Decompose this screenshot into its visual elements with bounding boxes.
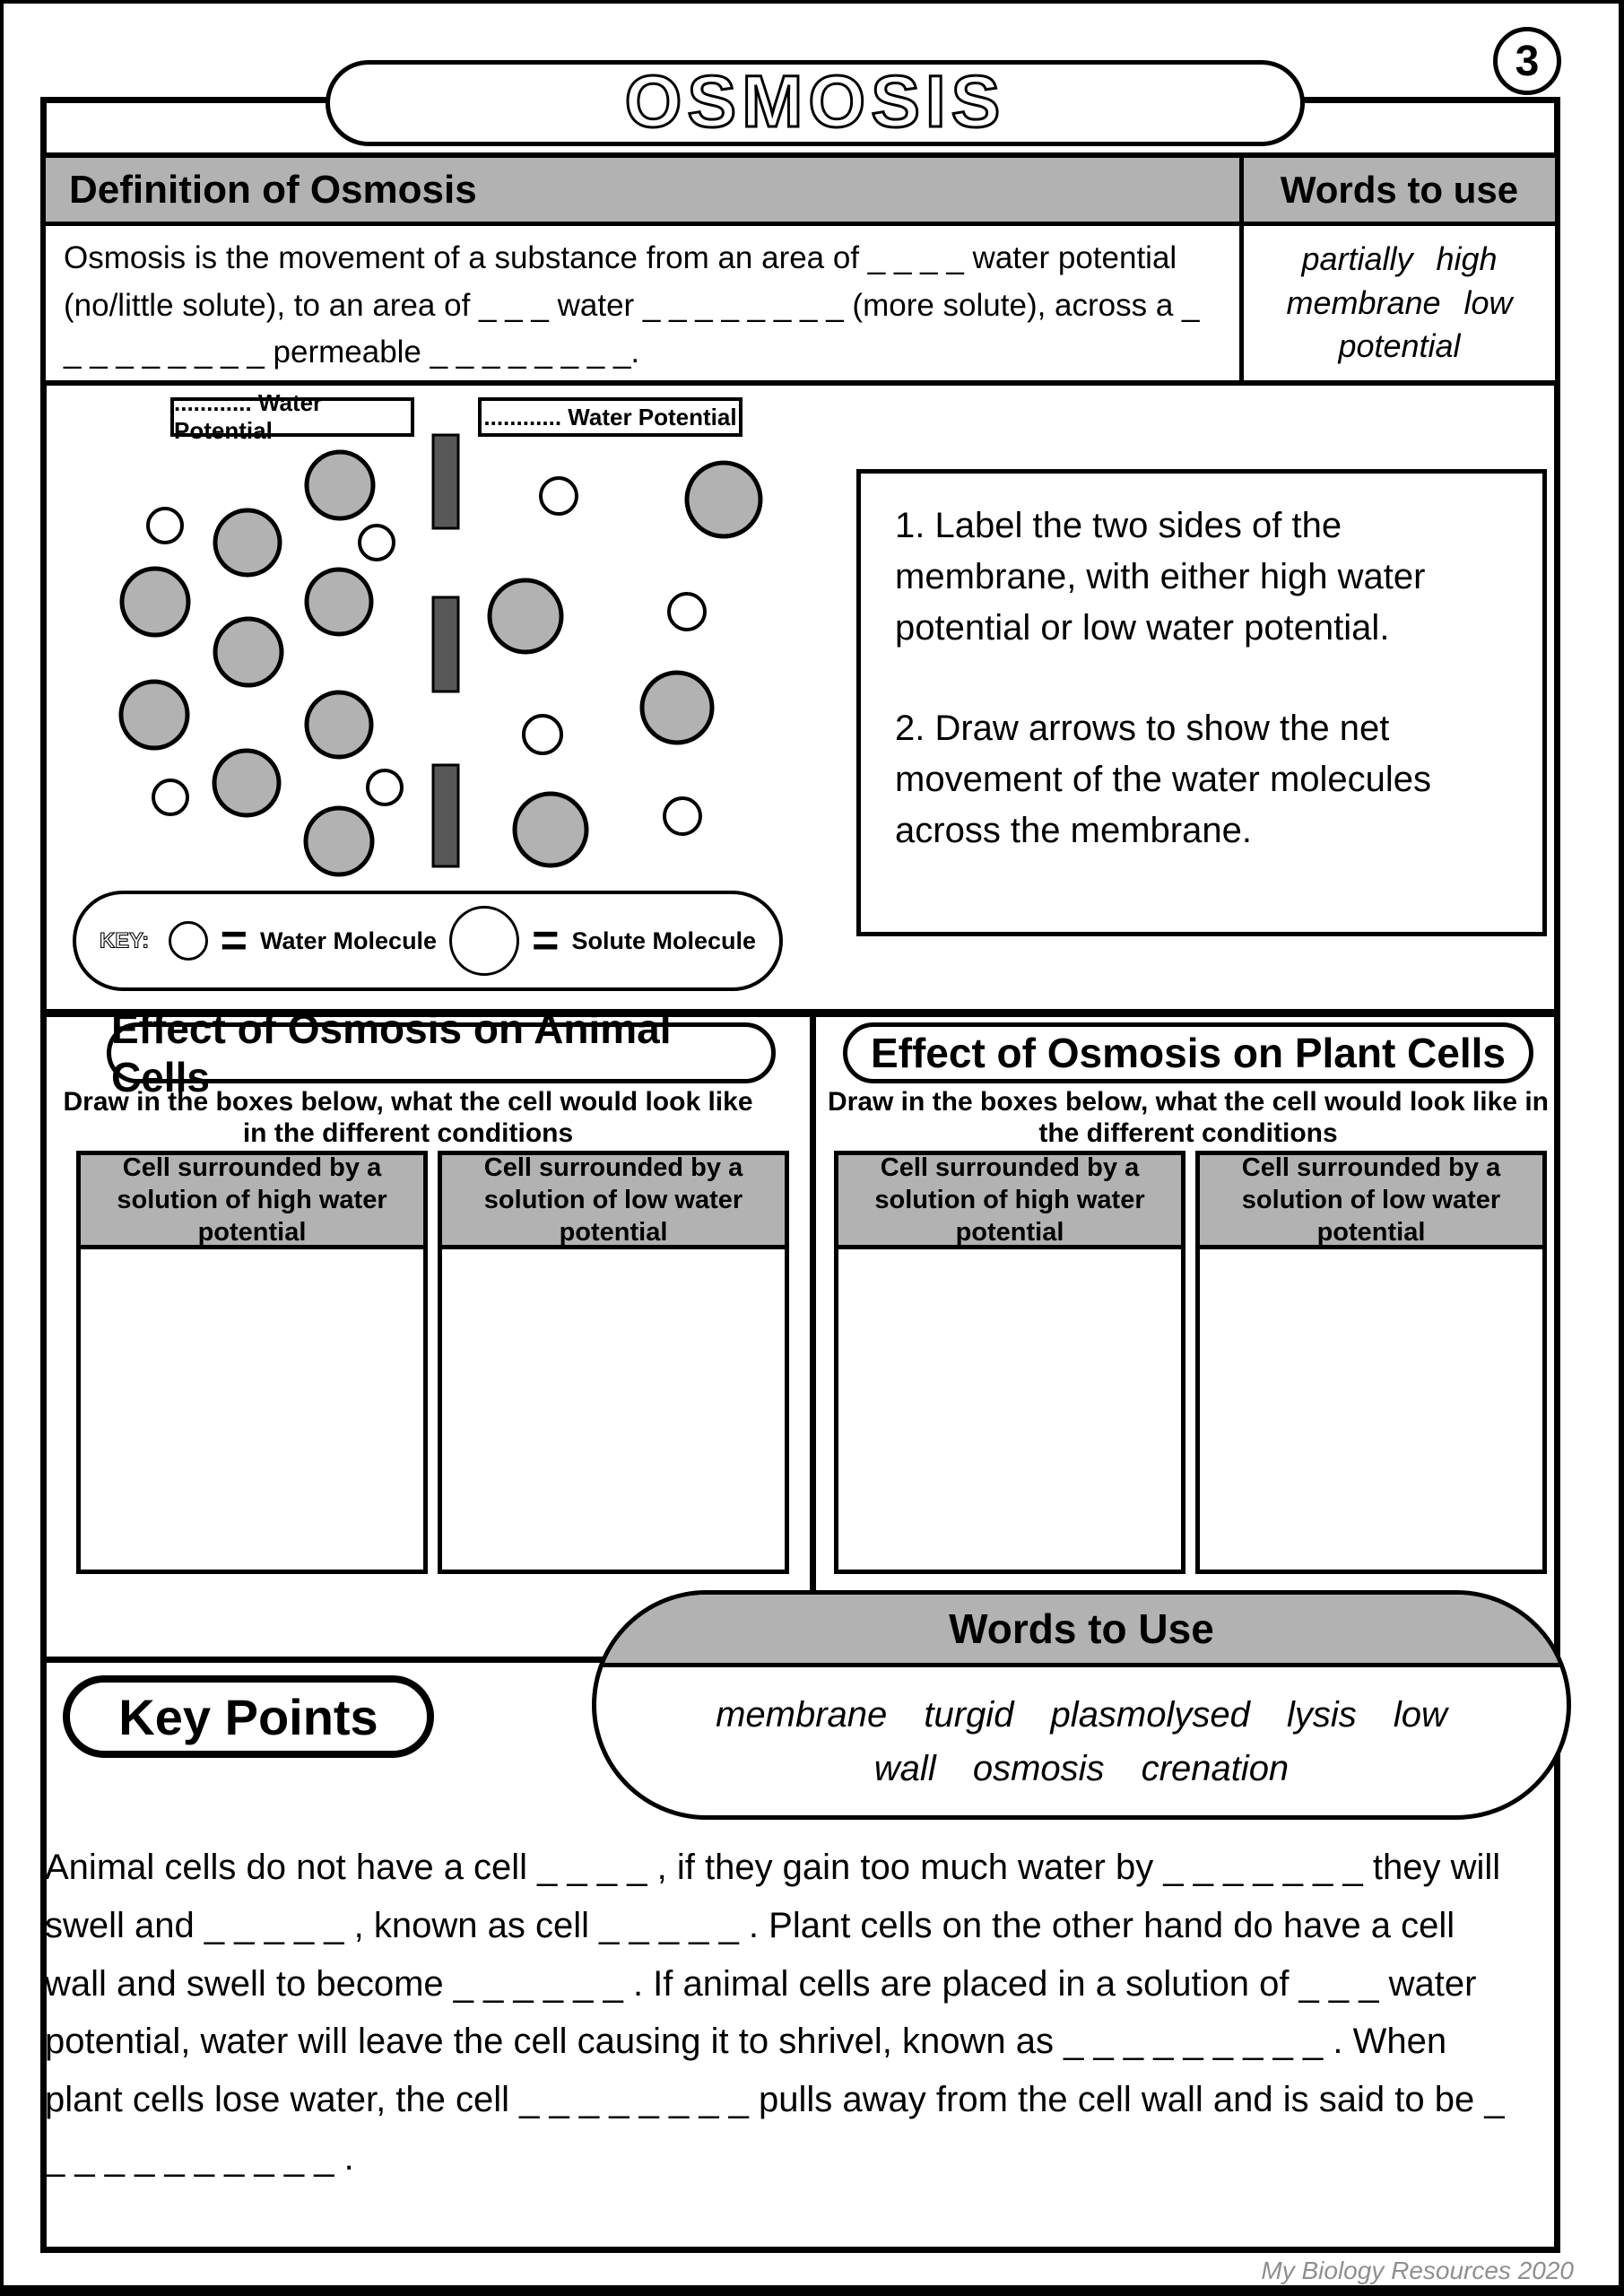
- definition-body: Osmosis is the movement of a substance from an area of _ _ _ _ water potential (no/little solute), to an area of _ _ _ water _ _ _ _ _ _ _ _ (more solute), across a _ _ _ _ _ _ _ _ _ permeable _ _ _ _ _ _ _ _.: [46, 226, 1244, 380]
- animal-section-subtitle: Draw in the boxes below, what the cell would look like in the different conditions: [63, 1087, 753, 1148]
- drawing-area: [838, 1249, 1181, 1570]
- word-line: wall osmosis crenation: [873, 1748, 1290, 1788]
- solute-molecule: [214, 751, 279, 815]
- membrane-bar: [433, 435, 458, 528]
- water-molecule: [153, 780, 187, 814]
- draw-box-header: Cell surrounded by a solution of high water potential: [81, 1155, 423, 1249]
- solute-molecule: [307, 692, 371, 757]
- right-water-potential-label: ............ Water Potential: [478, 397, 743, 437]
- solute-molecule: [215, 619, 282, 685]
- water-molecule: [664, 798, 700, 834]
- solute-molecule-swatch: [449, 906, 519, 976]
- solute-molecule: [307, 570, 371, 634]
- solute-molecule: [490, 580, 561, 652]
- equals-sign: =: [220, 915, 248, 967]
- water-molecule: [148, 509, 182, 543]
- footer-credit: My Biology Resources 2020: [1261, 2257, 1574, 2284]
- key-points-title: Key Points: [63, 1675, 434, 1758]
- page-number-badge: [1493, 27, 1561, 95]
- solute-molecule: [215, 510, 280, 575]
- drawing-area: [81, 1249, 423, 1570]
- draw-box-header: Cell surrounded by a solution of high water potential: [838, 1155, 1181, 1249]
- plant-section-title: Effect of Osmosis on Plant Cells: [843, 1022, 1533, 1083]
- water-molecule: [524, 716, 561, 753]
- key-points-body: Animal cells do not have a cell _ _ _ _ , if they gain too much water by _ _ _ _ _ _ _ they will swell and _ _ _ _ _ , known as cell _ _ _ _ _ . Plant cells on the other hand do have a cell wall and swell to become _ _ _ _ _ _ . If animal cells are placed in a solution of _ _ _ water potential, water will leave the cell causing it to shrivel, known as _ _ _ _ _ _ _ _ _ . When plant cells lose water, the cell _ _ _ _ _ _ _ _ pulls away from the cell wall and is said to be _ _ _ _ _ _ _ _ _ _ _ .: [45, 1848, 1505, 2178]
- water-molecule-swatch: [169, 921, 208, 961]
- draw-box-header: Cell surrounded by a solution of low water potential: [442, 1155, 785, 1249]
- solute-molecule: [122, 569, 188, 635]
- equals-sign: =: [532, 915, 560, 967]
- solute-molecule: [687, 463, 760, 536]
- word-bank-line: partially high: [1301, 240, 1498, 278]
- solute-molecule: [642, 673, 712, 743]
- title-outline-text: [331, 64, 1299, 143]
- solute-molecule: [307, 452, 373, 518]
- solute-molecule: [306, 808, 372, 874]
- water-molecule-label: Water Molecule: [260, 926, 438, 954]
- words-to-use-panel: [592, 1590, 1571, 1820]
- water-molecule: [360, 526, 394, 560]
- words-to-use-words: [596, 1667, 1567, 1815]
- solute-molecule: [515, 794, 586, 865]
- word-bank-line: potential: [1338, 327, 1461, 365]
- water-molecule: [541, 478, 577, 514]
- definition-table: [40, 152, 1560, 386]
- membrane-bar: [433, 597, 458, 691]
- animal-section-title: Effect of Osmosis on Animal Cells: [107, 1022, 776, 1083]
- plant-section-subtitle: Draw in the boxes below, what the cell would look like in the different conditions: [827, 1087, 1550, 1148]
- solute-molecule-label: Solute Molecule: [571, 926, 756, 954]
- diagram-key: [73, 891, 783, 991]
- instruction-2: 2. Draw arrows to show the net movement of the water molecules across the membrane.: [895, 709, 1432, 850]
- animal-high-potential-box: [76, 1151, 428, 1574]
- key-title: KEY:: [100, 928, 150, 953]
- water-molecule: [669, 594, 705, 630]
- drawing-area: [1200, 1249, 1542, 1570]
- words-to-use-title: Words to Use: [596, 1595, 1567, 1667]
- word-bank-line: membrane low: [1286, 283, 1513, 321]
- words-to-use-header: Words to use: [1244, 158, 1555, 226]
- water-molecule: [368, 770, 402, 804]
- drawing-area: [442, 1249, 785, 1570]
- instruction-1: 1. Label the two sides of the membrane, with either high water potential or low water potential.: [895, 506, 1426, 648]
- page-title: OSMOSIS: [624, 64, 1006, 143]
- diagram-instructions: [856, 469, 1547, 936]
- word-line: membrane turgid plasmolysed lysis low: [716, 1694, 1447, 1735]
- title-banner: [326, 60, 1305, 146]
- animal-plant-divider: [810, 1014, 816, 1659]
- draw-box-header: Cell surrounded by a solution of low water potential: [1200, 1155, 1542, 1249]
- solute-molecule: [121, 682, 187, 748]
- key-title-outline: [100, 913, 156, 969]
- plant-low-potential-box: [1195, 1151, 1547, 1574]
- animal-low-potential-box: [438, 1151, 789, 1574]
- plant-high-potential-box: [834, 1151, 1185, 1574]
- definition-word-bank: [1244, 226, 1555, 380]
- page-number: 3: [1515, 37, 1540, 85]
- definition-header: Definition of Osmosis: [46, 158, 1244, 226]
- left-water-potential-label: ............ Water Potential: [170, 397, 414, 437]
- membrane-bar: [433, 765, 458, 866]
